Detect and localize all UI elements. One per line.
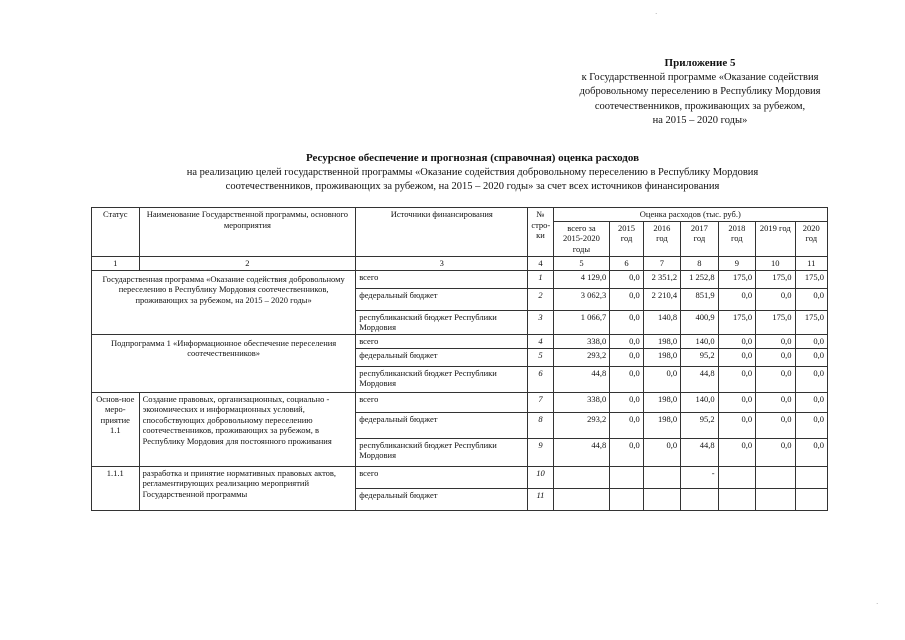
funding-source: федеральный бюджет [356,488,528,510]
row-number: 3 [528,310,553,334]
table-row [92,334,828,348]
year-value: 140,8 [643,310,680,334]
column-number-row [92,256,828,270]
header-estimate: Оценка расходов (тыс. руб.) [553,208,827,222]
year-value [718,488,755,510]
document-subtitle: соотечественников, проживающих за рубежом, на 2015 – 2020 годы» за счет всех источников финансирования [225,181,720,192]
column-number: 2 [139,256,356,270]
year-value: 175,0 [718,310,755,334]
funding-source: федеральный бюджет [356,288,528,310]
year-value: 0,0 [756,438,795,466]
funding-source: всего [356,466,528,488]
scan-mark: · [655,10,658,18]
year-value: 0,0 [610,392,643,412]
total-value: 3 062,3 [553,288,610,310]
funding-source: федеральный бюджет [356,412,528,438]
year-value: 0,0 [756,392,795,412]
year-value: 44,8 [681,438,718,466]
program-name: Государственная программа «Оказание содействия добровольному переселению в Республику Мордовия соотечественников, проживающих за рубежом, на 2015 – 2020 годы» [92,270,356,334]
year-value: 0,0 [795,334,827,348]
status-cell: Основ-ное меро-приятие 1.1 [92,392,140,466]
year-value [795,466,827,488]
row-number: 10 [528,466,553,488]
header-total: всего за 2015-2020 годы [553,221,610,256]
row-number: 8 [528,412,553,438]
year-value: 44,8 [681,366,718,392]
year-value: 175,0 [756,310,795,334]
appendix-caption [520,56,880,129]
year-value: 175,0 [795,270,827,288]
year-value: 95,2 [681,412,718,438]
document-title: Ресурсное обеспечение и прогнозная (справочная) оценка расходов [305,152,640,164]
measure-name: Создание правовых, организационных, социально - экономических и информационных условий, способствующих добровольному переселению соотечественников, проживающих за рубежом, в Республику Мордовия для постоянного проживания [139,392,356,466]
header-year: 2017 год [681,221,718,256]
year-value: 400,9 [681,310,718,334]
year-value: 0,0 [756,412,795,438]
year-value: 140,0 [681,392,718,412]
appendix-line: соотечественников, проживающих за рубежом, [594,100,806,112]
expenditure-table [91,207,828,511]
year-value: 0,0 [756,366,795,392]
column-number: 8 [681,256,718,270]
year-value: 0,0 [610,288,643,310]
year-value [610,466,643,488]
funding-source: республиканский бюджет Республики Мордовия [356,438,528,466]
header-year: 2019 год [756,221,795,256]
year-value: 0,0 [610,270,643,288]
year-value: 0,0 [795,412,827,438]
document-subtitle: на реализацию целей государственной программы «Оказание содействия добровольному переселению в Республику Мордовия [186,166,759,178]
column-number: 9 [718,256,755,270]
total-value: 44,8 [553,366,610,392]
year-value: 0,0 [718,348,755,366]
funding-source: всего [356,334,528,348]
funding-source: всего [356,270,528,288]
year-value: 0,0 [795,366,827,392]
row-number: 1 [528,270,553,288]
scan-mark: · [876,600,879,608]
header-name: Наименование Государственной программы, основного мероприятия [139,208,356,257]
year-value: 0,0 [795,438,827,466]
year-value: 2 351,2 [643,270,680,288]
total-value: 1 066,7 [553,310,610,334]
header-row-number: № стро-ки [528,208,553,257]
year-value: 0,0 [795,288,827,310]
year-value: 0,0 [610,348,643,366]
row-number: 11 [528,488,553,510]
year-value: 0,0 [756,348,795,366]
year-value: 175,0 [795,310,827,334]
year-value: 0,0 [610,310,643,334]
document-heading [80,151,865,195]
table-row [92,392,828,412]
row-number: 9 [528,438,553,466]
year-value [643,488,680,510]
table-row [92,270,828,288]
year-value: 0,0 [718,438,755,466]
year-value [756,488,795,510]
funding-source: республиканский бюджет Республики Мордовия [356,366,528,392]
total-value [553,466,610,488]
funding-source: республиканский бюджет Республики Мордовия [356,310,528,334]
year-value: 198,0 [643,412,680,438]
year-value: 851,9 [681,288,718,310]
total-value: 4 129,0 [553,270,610,288]
status-cell: 1.1.1 [92,466,140,510]
measure-name: разработка и принятие нормативных правовых актов, регламентирующих реализацию мероприятий Государственной программы [139,466,356,510]
row-number: 2 [528,288,553,310]
year-value: 0,0 [643,438,680,466]
year-value: 140,0 [681,334,718,348]
year-value: 0,0 [718,392,755,412]
year-value: 198,0 [643,334,680,348]
header-status: Статус [92,208,140,257]
year-value [795,488,827,510]
year-value: 175,0 [756,270,795,288]
year-value: 175,0 [718,270,755,288]
header-year: 2018 год [718,221,755,256]
year-value: 0,0 [718,366,755,392]
year-value: 2 210,4 [643,288,680,310]
total-value: 338,0 [553,334,610,348]
year-value: 0,0 [795,348,827,366]
year-value: 0,0 [795,392,827,412]
header-year: 2020 год [795,221,827,256]
year-value: 198,0 [643,348,680,366]
column-number: 5 [553,256,610,270]
appendix-line: к Государственной программе «Оказание содействия [581,71,819,83]
appendix-title: Приложение 5 [664,57,736,69]
total-value: 338,0 [553,392,610,412]
total-value: 293,2 [553,412,610,438]
appendix-line: на 2015 – 2020 годы» [652,115,748,126]
year-value: 0,0 [610,438,643,466]
year-value [643,466,680,488]
funding-source: федеральный бюджет [356,348,528,366]
total-value [553,488,610,510]
year-value: 1 252,8 [681,270,718,288]
column-number: 4 [528,256,553,270]
header-year: 2015 год [610,221,643,256]
year-value: 0,0 [756,288,795,310]
column-number: 10 [756,256,795,270]
total-value: 293,2 [553,348,610,366]
total-value: 44,8 [553,438,610,466]
row-number: 5 [528,348,553,366]
year-value [718,466,755,488]
year-value: 0,0 [756,334,795,348]
column-number: 6 [610,256,643,270]
column-number: 7 [643,256,680,270]
year-value [610,488,643,510]
row-number: 7 [528,392,553,412]
year-value: 0,0 [610,366,643,392]
row-number: 4 [528,334,553,348]
table-row [92,466,828,488]
year-value: 0,0 [610,412,643,438]
appendix-line: добровольному переселению в Республику Мордовия [579,86,821,97]
column-number: 1 [92,256,140,270]
funding-source: всего [356,392,528,412]
table-body [92,270,828,510]
column-number: 3 [356,256,528,270]
year-value: 0,0 [718,288,755,310]
column-number: 11 [795,256,827,270]
year-value: 0,0 [643,366,680,392]
year-value: 198,0 [643,392,680,412]
year-value: 95,2 [681,348,718,366]
header-year: 2016 год [643,221,680,256]
row-number: 6 [528,366,553,392]
year-value [681,488,718,510]
year-value: 0,0 [718,334,755,348]
year-value: - [681,466,718,488]
year-value: 0,0 [610,334,643,348]
year-value [756,466,795,488]
year-value: 0,0 [718,412,755,438]
program-name: Подпрограмма 1 «Информационное обеспечение переселения соотечественников» [92,334,356,392]
header-source: Источники финансирования [356,208,528,257]
